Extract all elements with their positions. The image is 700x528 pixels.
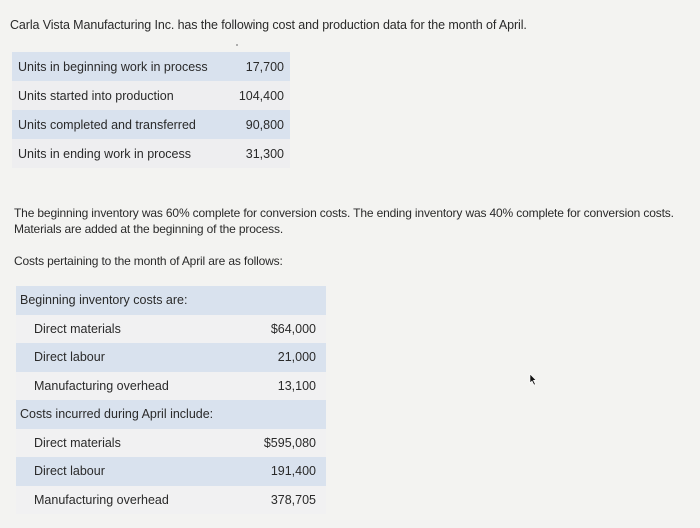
problem-intro: Carla Vista Manufacturing Inc. has the following cost and production data for the month of April. <box>10 18 527 32</box>
table-row <box>12 81 290 110</box>
empty-cell <box>244 400 326 429</box>
units-value: 90,800 <box>224 110 290 139</box>
cost-value: 13,100 <box>244 372 326 401</box>
stray-mark <box>236 44 238 46</box>
mouse-cursor-icon <box>527 374 537 386</box>
table-row <box>16 286 326 315</box>
table-row <box>16 343 326 372</box>
april-costs-header: Costs incurred during April include: <box>16 400 244 429</box>
cost-label: Direct labour <box>16 343 244 372</box>
cost-label: Manufacturing overhead <box>16 486 244 515</box>
cost-value: 378,705 <box>244 486 326 515</box>
table-row <box>12 52 290 81</box>
units-table <box>12 52 290 168</box>
table-row <box>12 110 290 139</box>
table-row <box>16 315 326 344</box>
units-label: Units completed and transferred <box>12 110 224 139</box>
cost-label: Direct materials <box>16 315 244 344</box>
units-label: Units in beginning work in process <box>12 52 224 81</box>
cost-label: Direct labour <box>16 457 244 486</box>
table-row <box>12 139 290 168</box>
costs-intro: Costs pertaining to the month of April are as follows: <box>14 254 283 268</box>
table-row <box>16 400 326 429</box>
cost-value: $64,000 <box>244 315 326 344</box>
units-label: Units in ending work in process <box>12 139 224 168</box>
cost-label: Manufacturing overhead <box>16 372 244 401</box>
table-row <box>16 372 326 401</box>
empty-cell <box>244 286 326 315</box>
table-row <box>16 486 326 515</box>
cost-value: 191,400 <box>244 457 326 486</box>
cost-value: 21,000 <box>244 343 326 372</box>
units-label: Units started into production <box>12 81 224 110</box>
cost-label: Direct materials <box>16 429 244 458</box>
costs-table <box>16 286 326 514</box>
table-row <box>16 457 326 486</box>
table-row <box>16 429 326 458</box>
units-value: 31,300 <box>224 139 290 168</box>
units-value: 17,700 <box>224 52 290 81</box>
cost-value: $595,080 <box>244 429 326 458</box>
beginning-costs-header: Beginning inventory costs are: <box>16 286 244 315</box>
inventory-paragraph: The beginning inventory was 60% complete for conversion costs. The ending inventory was 40% complete for conversion costs. Materials are added at the beginning of the process. <box>14 206 674 236</box>
units-value: 104,400 <box>224 81 290 110</box>
